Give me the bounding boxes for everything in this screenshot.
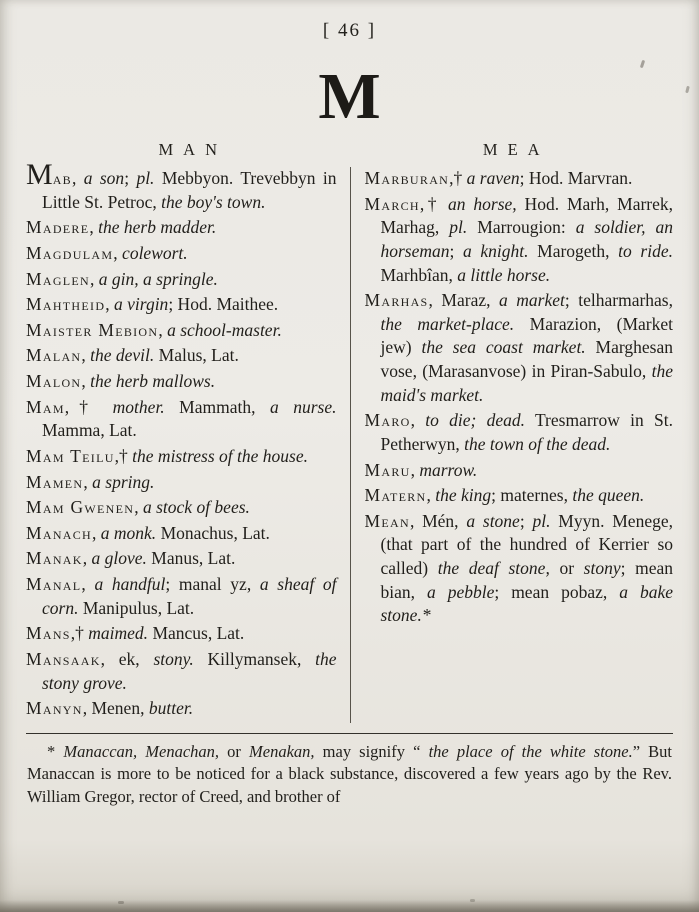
text-segment: , [92, 522, 101, 543]
text-segment: ,† [449, 168, 467, 188]
text-segment: Marghesan vose, (Marasanvose) in Piran-Sabulo, [380, 337, 673, 381]
text-segment: stony. [153, 648, 194, 669]
text-segment: M [26, 158, 53, 191]
text-segment: Mancus, Lat. [148, 623, 245, 644]
text-segment: to ride. [618, 240, 673, 261]
dictionary-entry [26, 216, 337, 240]
text-segment: , [410, 459, 420, 480]
text-segment: Manach [26, 522, 93, 543]
text-segment: a stone [466, 510, 520, 531]
text-segment: ; [449, 240, 464, 261]
text-segment: a glove. [91, 548, 147, 569]
text-segment: Manus, Lat. [146, 548, 236, 569]
text-segment: Mansaak [26, 648, 101, 669]
dictionary-entry [365, 459, 674, 483]
text-segment: the maid's market. [380, 361, 673, 405]
text-segment: ; mean bian, [380, 558, 674, 602]
dictionary-entry [26, 396, 337, 443]
text-segment: , [158, 319, 168, 340]
dictionary-column-right [350, 167, 674, 723]
text-segment: Mam Teilu [26, 445, 115, 466]
dictionary-columns [0, 158, 699, 723]
text-segment: Tresmarrow in St. Petherwyn, [380, 410, 674, 454]
text-segment: the mistress of the house. [132, 445, 308, 466]
text-segment: ,† [114, 445, 133, 466]
text-segment: ,† [70, 623, 89, 644]
dictionary-entry [365, 484, 674, 508]
text-segment: , [82, 548, 92, 569]
text-segment: Mahtheid [26, 294, 106, 315]
dictionary-entry [365, 510, 674, 628]
dictionary-entry [26, 648, 337, 695]
text-segment: ; [519, 510, 533, 531]
text-segment: the devil. [90, 345, 155, 366]
text-segment: or [549, 558, 584, 578]
text-segment: the herb madder. [98, 217, 217, 238]
text-segment: pl. [136, 168, 155, 188]
text-segment: an horse, [447, 193, 517, 214]
text-segment: Madere [26, 217, 90, 238]
text-segment: Maru [364, 459, 411, 480]
text-segment: a raven [466, 168, 520, 188]
text-segment: a handful [94, 574, 166, 594]
text-segment: , [83, 471, 93, 492]
section-letter: M [318, 60, 381, 133]
dictionary-entry [365, 289, 674, 407]
text-segment: , [81, 371, 91, 391]
text-segment: a pebble [426, 581, 495, 602]
text-segment: , [113, 242, 123, 263]
text-segment: Manyn [26, 698, 83, 719]
dictionary-entry [26, 547, 337, 571]
text-segment: , Mén, [409, 510, 467, 531]
text-segment: a virgin [114, 294, 169, 315]
text-segment: Maro [364, 410, 411, 431]
text-segment: Malon [26, 371, 82, 391]
text-segment: mother. [112, 396, 165, 417]
page-number: [ 46 ] [322, 20, 377, 41]
dictionary-entry [26, 344, 337, 368]
text-segment: Myyn. Menege, (that part of the hundred of Kerrier so called) [380, 510, 673, 578]
footnote-text [0, 741, 699, 808]
dictionary-entry [26, 242, 337, 266]
column-header-right: MEA [482, 140, 550, 159]
text-segment: Manipulus, Lat. [78, 597, 195, 618]
text-segment: Mamen [26, 471, 84, 492]
text-segment: the herb mallows. [90, 371, 216, 391]
text-segment: a gin, a springle. [98, 268, 218, 289]
text-segment: the place of the white stone. [428, 741, 633, 761]
text-segment: a bake stone.* [380, 581, 673, 626]
text-segment: stony [583, 558, 621, 578]
text-segment: , [90, 268, 99, 289]
text-segment: ; mean pobaz, [494, 581, 620, 602]
text-segment: Marburan [364, 168, 450, 188]
text-segment: ; maternes, [491, 485, 573, 506]
text-segment: may signify [314, 741, 414, 761]
text-segment: the boy's town. [161, 191, 266, 212]
footnote-rule [26, 733, 673, 734]
text-segment: , Menen, [82, 698, 149, 719]
text-segment: a school-master. [167, 319, 282, 340]
text-segment: , [71, 168, 84, 188]
text-segment: Marhbîan, [380, 264, 458, 285]
text-segment: ab [52, 168, 72, 188]
text-segment: the king [435, 485, 492, 506]
text-segment: Marhas [364, 290, 429, 311]
column-headers [0, 140, 699, 160]
text-segment: , [426, 485, 436, 506]
text-segment: Mean [364, 510, 410, 531]
text-segment: a sheaf of corn. [42, 574, 337, 618]
text-segment: colewort. [122, 242, 188, 263]
text-segment: Malan [26, 345, 82, 366]
text-segment: the deaf stone, [437, 558, 550, 578]
text-segment: Maglen [26, 268, 91, 289]
dictionary-entry [26, 158, 337, 214]
text-segment: the market-place. [380, 313, 515, 334]
text-segment: a little horse. [457, 264, 551, 285]
column-header-left: MAN [158, 140, 227, 159]
text-segment: Magdulam [26, 242, 114, 263]
dictionary-entry [26, 697, 337, 721]
text-segment: ; manal yz, [165, 574, 260, 594]
text-segment: ,† [64, 396, 113, 417]
text-segment: ” But Manaccan is more to be noticed for a black substance, discovered a few years ago by the Rev. William Gregor, rector of Creed, and brother of [27, 741, 673, 806]
text-segment: Manaccan, Menachan, [63, 741, 220, 761]
text-segment: a knight. [463, 240, 529, 261]
dictionary-entry [26, 522, 337, 546]
text-segment: , ek, [100, 648, 154, 669]
text-segment: Killymansek, [193, 648, 316, 669]
text-segment: “ [413, 741, 429, 761]
text-segment: , [410, 410, 426, 431]
text-segment: the queen. [572, 485, 645, 506]
text-segment: a soldier, an horseman [380, 217, 673, 261]
text-segment: the stony grove. [42, 648, 337, 693]
dictionary-entry [26, 293, 337, 317]
text-segment: Mam Gwenen [26, 497, 135, 518]
text-segment: Hod. Marh, Marrek, Marhag, [380, 193, 674, 238]
text-segment: Maister Mebion [26, 319, 159, 340]
dictionary-entry [26, 471, 337, 495]
text-segment: March [364, 193, 420, 214]
text-segment: Malus, Lat. [154, 345, 239, 366]
text-segment: Marogeth, [528, 240, 619, 261]
dictionary-entry [365, 409, 674, 456]
text-segment: , [134, 497, 143, 518]
text-segment: * [47, 741, 64, 761]
text-segment: pl. [532, 510, 551, 531]
text-segment: Marazion, (Market jew) [380, 313, 673, 358]
text-segment: , [81, 574, 95, 594]
text-segment: a son [83, 168, 125, 188]
dictionary-entry [26, 319, 337, 343]
text-segment: a nurse. [270, 396, 337, 417]
text-segment: to die; dead. [425, 410, 526, 431]
text-segment: Matern [364, 485, 427, 506]
text-segment: or [219, 741, 250, 761]
text-segment: a spring. [92, 471, 155, 492]
text-segment: Mammath, [164, 396, 270, 417]
dictionary-column-left [26, 158, 350, 723]
dictionary-entry [365, 167, 674, 191]
text-segment: , [81, 345, 91, 366]
text-segment: pl. [449, 217, 468, 238]
text-segment: a market [499, 290, 565, 311]
text-segment: Monachus, Lat. [156, 522, 270, 543]
text-segment: Marrougion: [467, 217, 576, 238]
text-segment: butter. [148, 698, 194, 719]
text-segment: ; [124, 168, 137, 188]
text-segment: a stock of bees. [142, 497, 250, 518]
dictionary-entry [26, 445, 337, 469]
text-segment: maimed. [88, 623, 149, 644]
text-segment: Mam [26, 396, 65, 417]
text-segment: a monk. [100, 522, 157, 543]
text-segment: the sea coast market. [421, 337, 586, 358]
dictionary-entry [26, 268, 337, 292]
dictionary-entry [26, 370, 337, 394]
text-segment: ; Hod. Marvran. [519, 168, 633, 188]
text-segment: Mamma, Lat. [42, 420, 137, 441]
text-segment: marrow. [419, 459, 478, 480]
dictionary-entry [26, 622, 337, 646]
text-segment: Manal [26, 574, 82, 594]
text-segment: the town of the dead. [464, 433, 611, 454]
dictionary-entry [365, 193, 674, 288]
dictionary-entry [26, 573, 337, 620]
text-segment: ; Hod. Maithee. [168, 294, 279, 315]
text-segment: ; telharmarhas, [564, 290, 673, 311]
scan-edge-shadow [0, 900, 699, 912]
text-segment: Mebbyon. Trevebbyn in Little St. Petroc, [42, 168, 337, 212]
text-segment: , [89, 217, 99, 238]
dictionary-entry [26, 496, 337, 520]
text-segment: Menakan, [249, 741, 315, 761]
text-segment: , Maraz, [428, 290, 500, 311]
text-segment: ,† [419, 193, 448, 214]
text-segment: Manak [26, 548, 83, 569]
text-segment: , [105, 294, 115, 315]
text-segment: Mans [26, 623, 71, 644]
